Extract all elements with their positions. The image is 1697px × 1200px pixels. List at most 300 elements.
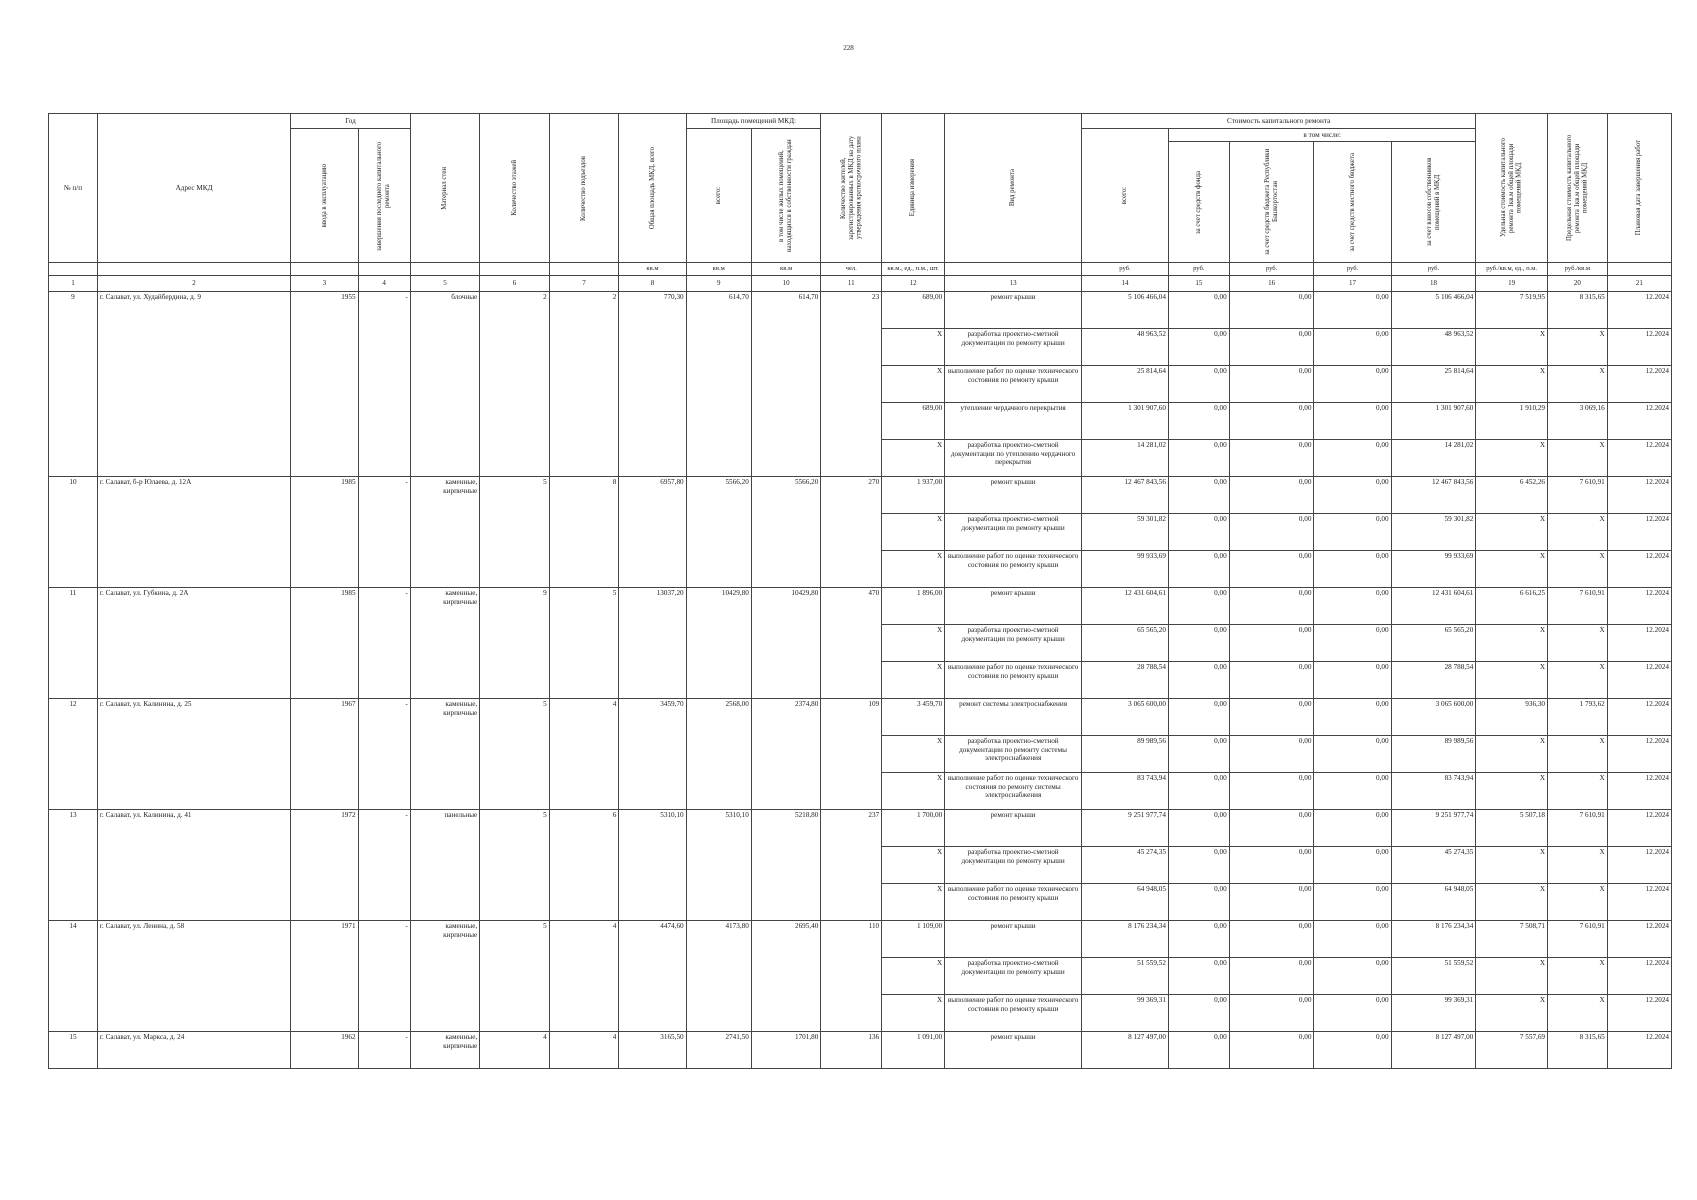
repair-type: ремонт крыши bbox=[945, 810, 1082, 847]
floors-count: 9 bbox=[480, 588, 550, 699]
work-volume: 1 896,00 bbox=[882, 588, 945, 625]
header-cost-fund: за счет средств фонда bbox=[1168, 142, 1229, 263]
building-address: г. Салават, ул. Ленина, д. 58 bbox=[97, 921, 290, 1032]
repair-type: выполнение работ по оценке технического состояния по ремонту крыши bbox=[945, 551, 1082, 588]
unit-cost: X bbox=[1476, 884, 1548, 921]
building-address: г. Салават, ул. Калинина, д. 41 bbox=[97, 810, 290, 921]
unit-cost: X bbox=[1476, 736, 1548, 773]
unit-cost: 7 519,95 bbox=[1476, 292, 1548, 329]
cost-fund: 0,00 bbox=[1168, 995, 1229, 1032]
cost-owners: 89 989,56 bbox=[1391, 736, 1476, 773]
row-number: 15 bbox=[49, 1032, 98, 1069]
header-cost-incl: в том числе: bbox=[1168, 129, 1475, 142]
max-cost: 7 610,91 bbox=[1548, 477, 1608, 514]
column-number: 6 bbox=[480, 276, 550, 292]
cost-fund: 0,00 bbox=[1168, 699, 1229, 736]
column-number: 3 bbox=[291, 276, 358, 292]
work-volume: X bbox=[882, 514, 945, 551]
cost-local: 0,00 bbox=[1314, 958, 1391, 995]
max-cost: 7 610,91 bbox=[1548, 810, 1608, 847]
header-year: Год bbox=[291, 114, 411, 129]
cost-local: 0,00 bbox=[1314, 1032, 1391, 1069]
table-body bbox=[49, 292, 1672, 1069]
max-cost: 8 315,65 bbox=[1548, 1032, 1608, 1069]
repair-type: выполнение работ по оценке технического состояния по ремонту крыши bbox=[945, 662, 1082, 699]
cost-owners: 25 814,64 bbox=[1391, 366, 1476, 403]
column-numbers-row bbox=[49, 276, 1672, 292]
work-volume: 1 109,00 bbox=[882, 921, 945, 958]
units-row bbox=[49, 263, 1672, 276]
unit-cell: руб. bbox=[1168, 263, 1229, 276]
cost-republic: 0,00 bbox=[1229, 366, 1314, 403]
cost-total: 99 369,31 bbox=[1082, 995, 1169, 1032]
cost-total: 12 467 843,56 bbox=[1082, 477, 1169, 514]
max-cost: X bbox=[1548, 366, 1608, 403]
unit-cost: X bbox=[1476, 662, 1548, 699]
unit-cost: X bbox=[1476, 847, 1548, 884]
completion-date: 12.2024 bbox=[1607, 773, 1671, 810]
cost-owners: 83 743,94 bbox=[1391, 773, 1476, 810]
unit-cell: кв.м bbox=[686, 263, 751, 276]
cost-total: 65 565,20 bbox=[1082, 625, 1169, 662]
building-address: г. Салават, ул. Губкина, д. 2А bbox=[97, 588, 290, 699]
unit-cell: чел. bbox=[821, 263, 882, 276]
building-address: г. Салават, б-р Юлаева, д. 12А bbox=[97, 477, 290, 588]
cost-total: 3 065 600,00 bbox=[1082, 699, 1169, 736]
wall-material: блочные bbox=[410, 292, 480, 477]
work-volume: 689,00 bbox=[882, 403, 945, 440]
cost-fund: 0,00 bbox=[1168, 625, 1229, 662]
unit-cell: руб./кв.м bbox=[1548, 263, 1608, 276]
building-address: г. Салават, ул. Маркса, д. 24 bbox=[97, 1032, 290, 1069]
premises-area-total: 4173,80 bbox=[686, 921, 751, 1032]
cost-fund: 0,00 bbox=[1168, 773, 1229, 810]
residents-count: 470 bbox=[821, 588, 882, 699]
repair-type: ремонт системы электроснабжения bbox=[945, 699, 1082, 736]
column-number: 5 bbox=[410, 276, 480, 292]
unit-cost: X bbox=[1476, 995, 1548, 1032]
entrances-count: 6 bbox=[549, 810, 619, 921]
premises-area-owned: 5218,80 bbox=[751, 810, 821, 921]
work-volume: X bbox=[882, 773, 945, 810]
column-number: 12 bbox=[882, 276, 945, 292]
unit-cost: X bbox=[1476, 625, 1548, 662]
year-commissioning: 1955 bbox=[291, 292, 358, 477]
work-volume: 1 700,00 bbox=[882, 810, 945, 847]
header-cost-owners: за счет взносов собственников помещений в МКД bbox=[1391, 142, 1476, 263]
premises-area-total: 614,70 bbox=[686, 292, 751, 477]
work-volume: X bbox=[882, 440, 945, 477]
total-area: 5310,10 bbox=[619, 810, 686, 921]
year-commissioning: 1962 bbox=[291, 1032, 358, 1069]
unit-cost: X bbox=[1476, 366, 1548, 403]
header-total-area: Общая площадь МКД, всего bbox=[619, 114, 686, 263]
work-volume: X bbox=[882, 958, 945, 995]
repair-type: разработка проектно-сметной документации по ремонту крыши bbox=[945, 847, 1082, 884]
cost-republic: 0,00 bbox=[1229, 958, 1314, 995]
repair-type: разработка проектно-сметной документации по ремонту крыши bbox=[945, 514, 1082, 551]
cost-republic: 0,00 bbox=[1229, 292, 1314, 329]
cost-owners: 3 065 600,00 bbox=[1391, 699, 1476, 736]
residents-count: 109 bbox=[821, 699, 882, 810]
cost-local: 0,00 bbox=[1314, 736, 1391, 773]
max-cost: X bbox=[1548, 662, 1608, 699]
wall-material: панельные bbox=[410, 810, 480, 921]
premises-area-total: 5566,20 bbox=[686, 477, 751, 588]
completion-date: 12.2024 bbox=[1607, 810, 1671, 847]
cost-local: 0,00 bbox=[1314, 810, 1391, 847]
floors-count: 2 bbox=[480, 292, 550, 477]
unit-cell: руб. bbox=[1314, 263, 1391, 276]
cost-local: 0,00 bbox=[1314, 884, 1391, 921]
table-row bbox=[49, 810, 1672, 847]
cost-local: 0,00 bbox=[1314, 366, 1391, 403]
header-unit-cost: Удельная стоимость капитального ремонта 1кв.м общей площади помещений МКД bbox=[1476, 114, 1548, 263]
wall-material: каменные, кирпичные bbox=[410, 588, 480, 699]
cost-fund: 0,00 bbox=[1168, 329, 1229, 366]
cost-local: 0,00 bbox=[1314, 847, 1391, 884]
entrances-count: 5 bbox=[549, 588, 619, 699]
cost-fund: 0,00 bbox=[1168, 551, 1229, 588]
repair-type: выполнение работ по оценке технического состояния по ремонту системы электроснабжения bbox=[945, 773, 1082, 810]
year-last-repair: - bbox=[358, 1032, 410, 1069]
max-cost: X bbox=[1548, 884, 1608, 921]
floors-count: 5 bbox=[480, 921, 550, 1032]
header-repair-type: Вид ремонта bbox=[945, 114, 1082, 263]
cost-republic: 0,00 bbox=[1229, 662, 1314, 699]
cost-local: 0,00 bbox=[1314, 440, 1391, 477]
cost-owners: 14 281,02 bbox=[1391, 440, 1476, 477]
header-floors: Количество этажей bbox=[480, 114, 550, 263]
cost-total: 59 301,82 bbox=[1082, 514, 1169, 551]
work-volume: X bbox=[882, 736, 945, 773]
cost-owners: 28 788,54 bbox=[1391, 662, 1476, 699]
repair-type: выполнение работ по оценке технического состояния по ремонту крыши bbox=[945, 995, 1082, 1032]
cost-local: 0,00 bbox=[1314, 551, 1391, 588]
completion-date: 12.2024 bbox=[1607, 292, 1671, 329]
cost-republic: 0,00 bbox=[1229, 514, 1314, 551]
building-address: г. Салават, ул. Худайбердина, д. 9 bbox=[97, 292, 290, 477]
repair-type: разработка проектно-сметной документации по ремонту системы электроснабжения bbox=[945, 736, 1082, 773]
cost-republic: 0,00 bbox=[1229, 847, 1314, 884]
completion-date: 12.2024 bbox=[1607, 366, 1671, 403]
unit-cost: X bbox=[1476, 329, 1548, 366]
entrances-count: 2 bbox=[549, 292, 619, 477]
cost-fund: 0,00 bbox=[1168, 736, 1229, 773]
work-volume: X bbox=[882, 366, 945, 403]
column-number: 2 bbox=[97, 276, 290, 292]
max-cost: X bbox=[1548, 736, 1608, 773]
premises-area-total: 5310,10 bbox=[686, 810, 751, 921]
header-deadline: Плановая дата завершения работ bbox=[1607, 114, 1671, 263]
cost-total: 99 933,69 bbox=[1082, 551, 1169, 588]
cost-fund: 0,00 bbox=[1168, 366, 1229, 403]
year-last-repair: - bbox=[358, 921, 410, 1032]
residents-count: 237 bbox=[821, 810, 882, 921]
unit-cell: руб. bbox=[1229, 263, 1314, 276]
repair-type: разработка проектно-сметной документации по ремонту крыши bbox=[945, 329, 1082, 366]
table-header bbox=[49, 114, 1672, 292]
row-number: 11 bbox=[49, 588, 98, 699]
completion-date: 12.2024 bbox=[1607, 477, 1671, 514]
header-unit-measure: Единица измерения bbox=[882, 114, 945, 263]
unit-cost: 936,30 bbox=[1476, 699, 1548, 736]
unit-cost: X bbox=[1476, 514, 1548, 551]
repair-type: ремонт крыши bbox=[945, 292, 1082, 329]
header-cost-republic: за счет средств бюджета Республики Башкортостан bbox=[1229, 142, 1314, 263]
header-num: № п/п bbox=[49, 114, 98, 263]
max-cost: X bbox=[1548, 625, 1608, 662]
floors-count: 5 bbox=[480, 810, 550, 921]
entrances-count: 4 bbox=[549, 921, 619, 1032]
cost-republic: 0,00 bbox=[1229, 699, 1314, 736]
cost-fund: 0,00 bbox=[1168, 884, 1229, 921]
cost-total: 8 127 497,00 bbox=[1082, 1032, 1169, 1069]
completion-date: 12.2024 bbox=[1607, 329, 1671, 366]
unit-cell: руб. bbox=[1082, 263, 1169, 276]
header-address: Адрес МКД bbox=[97, 114, 290, 263]
entrances-count: 4 bbox=[549, 1032, 619, 1069]
cost-republic: 0,00 bbox=[1229, 995, 1314, 1032]
completion-date: 12.2024 bbox=[1607, 1032, 1671, 1069]
premises-area-owned: 2374,80 bbox=[751, 699, 821, 810]
cost-owners: 12 431 604,61 bbox=[1391, 588, 1476, 625]
unit-cost: X bbox=[1476, 773, 1548, 810]
completion-date: 12.2024 bbox=[1607, 736, 1671, 773]
cost-owners: 99 369,31 bbox=[1391, 995, 1476, 1032]
cost-republic: 0,00 bbox=[1229, 625, 1314, 662]
cost-fund: 0,00 bbox=[1168, 958, 1229, 995]
cost-total: 45 274,35 bbox=[1082, 847, 1169, 884]
column-number: 11 bbox=[821, 276, 882, 292]
building-address: г. Салават, ул. Калинина, д. 25 bbox=[97, 699, 290, 810]
unit-cost: 1 910,29 bbox=[1476, 403, 1548, 440]
cost-republic: 0,00 bbox=[1229, 884, 1314, 921]
repair-type: ремонт крыши bbox=[945, 588, 1082, 625]
wall-material: каменные, кирпичные bbox=[410, 921, 480, 1032]
premises-area-total: 10429,80 bbox=[686, 588, 751, 699]
cost-total: 48 963,52 bbox=[1082, 329, 1169, 366]
unit-cell: руб. bbox=[1391, 263, 1476, 276]
cost-local: 0,00 bbox=[1314, 292, 1391, 329]
unit-cost: X bbox=[1476, 958, 1548, 995]
completion-date: 12.2024 bbox=[1607, 995, 1671, 1032]
year-commissioning: 1967 bbox=[291, 699, 358, 810]
max-cost: 1 793,62 bbox=[1548, 699, 1608, 736]
work-volume: X bbox=[882, 662, 945, 699]
max-cost: X bbox=[1548, 329, 1608, 366]
cost-fund: 0,00 bbox=[1168, 847, 1229, 884]
table-row bbox=[49, 921, 1672, 958]
cost-owners: 9 251 977,74 bbox=[1391, 810, 1476, 847]
entrances-count: 4 bbox=[549, 699, 619, 810]
wall-material: каменные, кирпичные bbox=[410, 699, 480, 810]
unit-cell: кв.м., ед., п.м., шт. bbox=[882, 263, 945, 276]
page-number: 228 bbox=[843, 44, 854, 52]
column-number: 17 bbox=[1314, 276, 1391, 292]
column-number: 10 bbox=[751, 276, 821, 292]
year-last-repair: - bbox=[358, 810, 410, 921]
cost-republic: 0,00 bbox=[1229, 773, 1314, 810]
residents-count: 136 bbox=[821, 1032, 882, 1069]
column-number: 8 bbox=[619, 276, 686, 292]
cost-owners: 99 933,69 bbox=[1391, 551, 1476, 588]
cost-local: 0,00 bbox=[1314, 588, 1391, 625]
cost-republic: 0,00 bbox=[1229, 403, 1314, 440]
cost-republic: 0,00 bbox=[1229, 921, 1314, 958]
repair-type: выполнение работ по оценке технического состояния по ремонту крыши bbox=[945, 366, 1082, 403]
premises-area-owned: 5566,20 bbox=[751, 477, 821, 588]
cost-owners: 51 559,52 bbox=[1391, 958, 1476, 995]
cost-fund: 0,00 bbox=[1168, 810, 1229, 847]
row-number: 13 bbox=[49, 810, 98, 921]
cost-total: 83 743,94 bbox=[1082, 773, 1169, 810]
cost-fund: 0,00 bbox=[1168, 588, 1229, 625]
repair-type: ремонт крыши bbox=[945, 1032, 1082, 1069]
max-cost: X bbox=[1548, 847, 1608, 884]
cost-local: 0,00 bbox=[1314, 403, 1391, 440]
unit-cost: 6 616,25 bbox=[1476, 588, 1548, 625]
work-volume: 1 091,00 bbox=[882, 1032, 945, 1069]
cost-local: 0,00 bbox=[1314, 477, 1391, 514]
premises-area-total: 2568,00 bbox=[686, 699, 751, 810]
wall-material: каменные, кирпичные bbox=[410, 477, 480, 588]
column-number: 21 bbox=[1607, 276, 1671, 292]
cost-owners: 8 176 234,34 bbox=[1391, 921, 1476, 958]
header-premises-total: всего: bbox=[686, 129, 751, 263]
cost-owners: 1 301 907,60 bbox=[1391, 403, 1476, 440]
total-area: 3165,50 bbox=[619, 1032, 686, 1069]
header-year-commissioning: ввода в эксплуатацию bbox=[291, 129, 358, 263]
cost-total: 28 788,54 bbox=[1082, 662, 1169, 699]
row-number: 9 bbox=[49, 292, 98, 477]
table-row bbox=[49, 699, 1672, 736]
cost-owners: 45 274,35 bbox=[1391, 847, 1476, 884]
completion-date: 12.2024 bbox=[1607, 551, 1671, 588]
max-cost: 7 610,91 bbox=[1548, 588, 1608, 625]
column-number: 16 bbox=[1229, 276, 1314, 292]
floors-count: 5 bbox=[480, 477, 550, 588]
unit-cell: кв.м bbox=[751, 263, 821, 276]
unit-cell: руб./кв.м, ед., п.м. bbox=[1476, 263, 1548, 276]
work-volume: X bbox=[882, 847, 945, 884]
year-commissioning: 1985 bbox=[291, 588, 358, 699]
table-row bbox=[49, 588, 1672, 625]
cost-local: 0,00 bbox=[1314, 329, 1391, 366]
repair-type: разработка проектно-сметной документации по утеплению чердачного перекрытия bbox=[945, 440, 1082, 477]
completion-date: 12.2024 bbox=[1607, 662, 1671, 699]
row-number: 14 bbox=[49, 921, 98, 1032]
max-cost: X bbox=[1548, 551, 1608, 588]
unit-cost: X bbox=[1476, 440, 1548, 477]
completion-date: 12.2024 bbox=[1607, 958, 1671, 995]
cost-owners: 65 565,20 bbox=[1391, 625, 1476, 662]
table-row bbox=[49, 477, 1672, 514]
work-volume: 689,00 bbox=[882, 292, 945, 329]
entrances-count: 8 bbox=[549, 477, 619, 588]
work-volume: X bbox=[882, 329, 945, 366]
column-number: 20 bbox=[1548, 276, 1608, 292]
year-last-repair: - bbox=[358, 477, 410, 588]
cost-total: 9 251 977,74 bbox=[1082, 810, 1169, 847]
cost-local: 0,00 bbox=[1314, 662, 1391, 699]
cost-total: 1 301 907,60 bbox=[1082, 403, 1169, 440]
year-last-repair: - bbox=[358, 588, 410, 699]
residents-count: 270 bbox=[821, 477, 882, 588]
cost-republic: 0,00 bbox=[1229, 1032, 1314, 1069]
column-number: 15 bbox=[1168, 276, 1229, 292]
completion-date: 12.2024 bbox=[1607, 625, 1671, 662]
cost-fund: 0,00 bbox=[1168, 514, 1229, 551]
header-cost-total: всего: bbox=[1082, 129, 1169, 263]
year-last-repair: - bbox=[358, 292, 410, 477]
repair-type: разработка проектно-сметной документации по ремонту крыши bbox=[945, 625, 1082, 662]
cost-local: 0,00 bbox=[1314, 921, 1391, 958]
premises-area-owned: 2695,40 bbox=[751, 921, 821, 1032]
total-area: 770,30 bbox=[619, 292, 686, 477]
premises-area-total: 2741,50 bbox=[686, 1032, 751, 1069]
cost-fund: 0,00 bbox=[1168, 440, 1229, 477]
cost-republic: 0,00 bbox=[1229, 736, 1314, 773]
repair-type: ремонт крыши bbox=[945, 921, 1082, 958]
cost-owners: 64 948,05 bbox=[1391, 884, 1476, 921]
header-premises-owned: в том числе жилых помещений, находящихся в собственности граждан bbox=[751, 129, 821, 263]
max-cost: X bbox=[1548, 514, 1608, 551]
header-cost: Стоимость капитального ремонта bbox=[1082, 114, 1476, 129]
max-cost: 8 315,65 bbox=[1548, 292, 1608, 329]
cost-fund: 0,00 bbox=[1168, 403, 1229, 440]
cost-total: 51 559,52 bbox=[1082, 958, 1169, 995]
year-last-repair: - bbox=[358, 699, 410, 810]
cost-republic: 0,00 bbox=[1229, 551, 1314, 588]
max-cost: X bbox=[1548, 440, 1608, 477]
premises-area-owned: 1701,80 bbox=[751, 1032, 821, 1069]
repair-type: выполнение работ по оценке технического состояния по ремонту крыши bbox=[945, 884, 1082, 921]
year-commissioning: 1971 bbox=[291, 921, 358, 1032]
completion-date: 12.2024 bbox=[1607, 884, 1671, 921]
premises-area-owned: 614,70 bbox=[751, 292, 821, 477]
header-cost-local: за счет средств местного бюджета bbox=[1314, 142, 1391, 263]
cost-owners: 12 467 843,56 bbox=[1391, 477, 1476, 514]
work-volume: X bbox=[882, 551, 945, 588]
column-number: 14 bbox=[1082, 276, 1169, 292]
unit-cost: 5 507,18 bbox=[1476, 810, 1548, 847]
work-volume: 1 937,00 bbox=[882, 477, 945, 514]
cost-total: 8 176 234,34 bbox=[1082, 921, 1169, 958]
max-cost: 3 069,16 bbox=[1548, 403, 1608, 440]
cost-owners: 48 963,52 bbox=[1391, 329, 1476, 366]
cost-fund: 0,00 bbox=[1168, 292, 1229, 329]
column-number: 13 bbox=[945, 276, 1082, 292]
cost-total: 25 814,64 bbox=[1082, 366, 1169, 403]
completion-date: 12.2024 bbox=[1607, 588, 1671, 625]
header-premises-area: Площадь помещений МКД: bbox=[686, 114, 821, 129]
wall-material: каменные, кирпичные bbox=[410, 1032, 480, 1069]
header-wall-material: Материал стен bbox=[410, 114, 480, 263]
total-area: 6957,80 bbox=[619, 477, 686, 588]
cost-local: 0,00 bbox=[1314, 773, 1391, 810]
header-entrances: Количество подъездов bbox=[549, 114, 619, 263]
capital-repair-table bbox=[48, 113, 1672, 1069]
repair-type: разработка проектно-сметной документации по ремонту крыши bbox=[945, 958, 1082, 995]
row-number: 10 bbox=[49, 477, 98, 588]
table-row bbox=[49, 1032, 1672, 1069]
year-commissioning: 1972 bbox=[291, 810, 358, 921]
header-residents: Количество жителей, зарегистрированных в МКД на дату утверждения краткосрочного плана bbox=[821, 114, 882, 263]
cost-local: 0,00 bbox=[1314, 625, 1391, 662]
completion-date: 12.2024 bbox=[1607, 921, 1671, 958]
work-volume: 3 459,70 bbox=[882, 699, 945, 736]
